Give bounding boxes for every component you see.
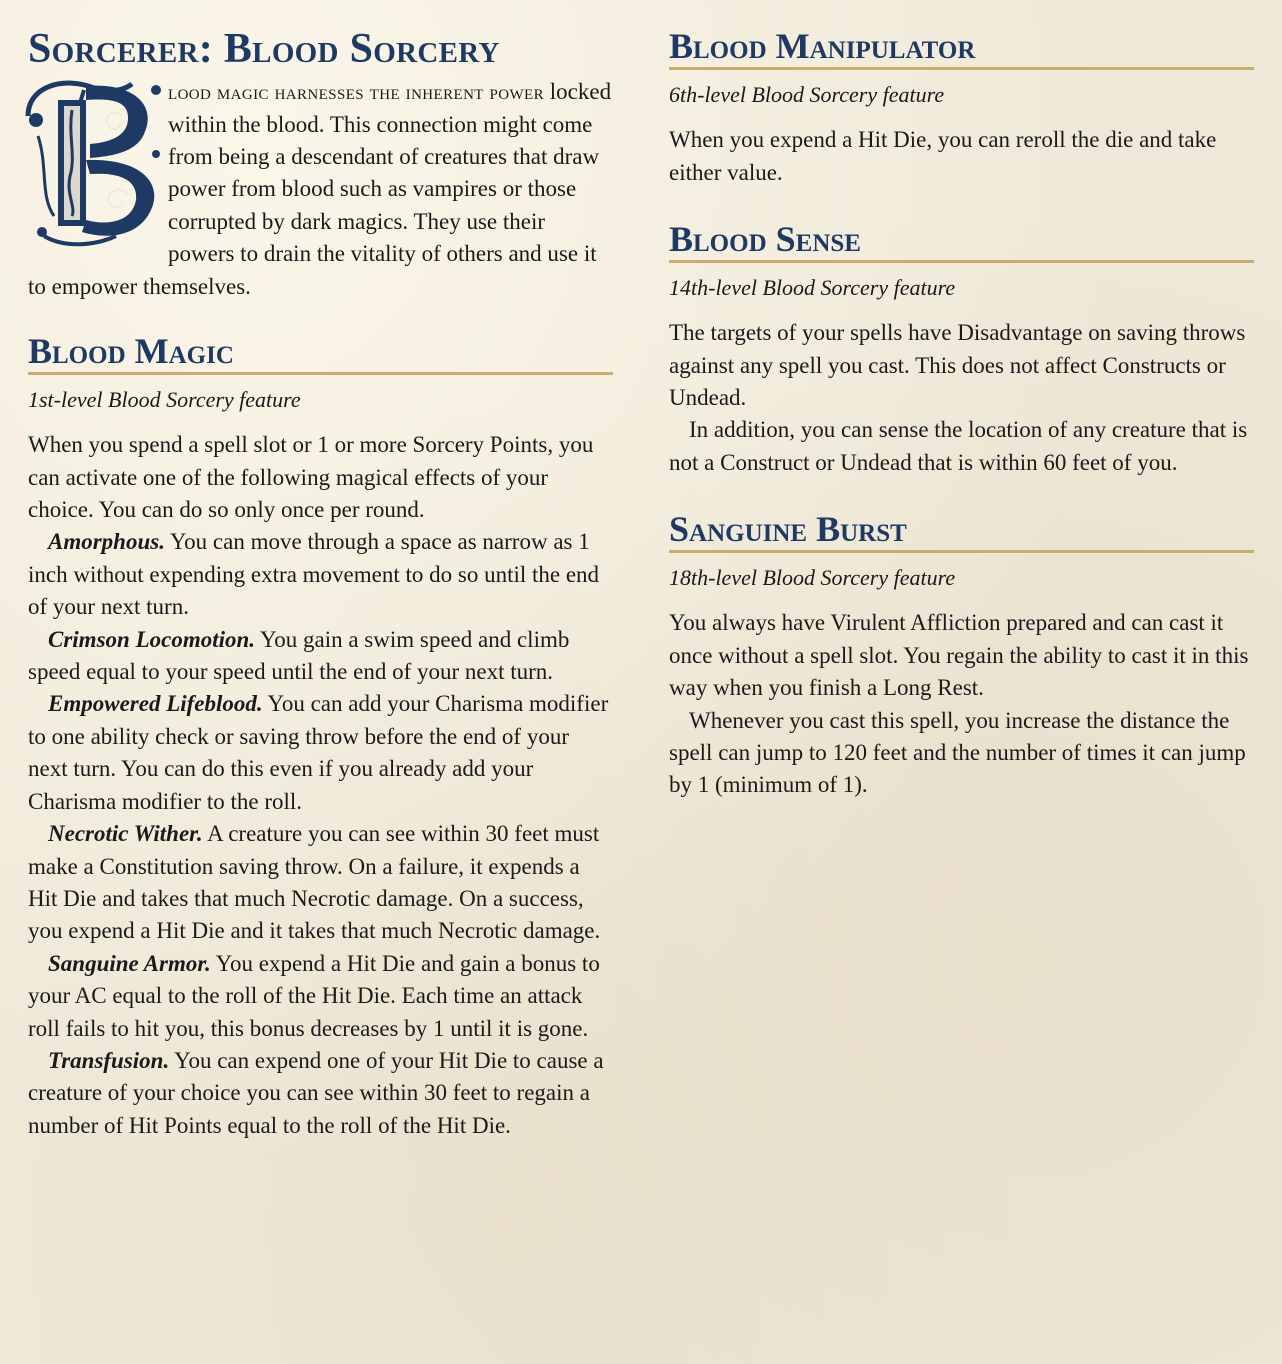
option-empowered-lifeblood (28, 688, 613, 818)
blood-sense-text-1: The targets of your spells have Disadvantage on saving throws against any spell you cast. This does not affect Constructs or Undead. (669, 320, 1246, 410)
section-title-blood-manipulator: Blood Manipulator (669, 28, 1254, 70)
page-title: Sorcerer: Blood Sorcery (28, 26, 500, 72)
right-column (669, 0, 1254, 802)
feature-level-blood-sense: 14th-level Blood Sorcery feature (669, 274, 956, 300)
option-text: You can move through a space as narrow as 1 inch without expending extra movement to do so until the end of your next turn. (28, 529, 600, 620)
section-sanguine-burst (669, 511, 1254, 802)
option-amorphous (28, 526, 613, 623)
option-necrotic-wither (28, 818, 613, 948)
blood-sense-text-2: In addition, you can sense the location of any creature that is not a Construct or Undead that is within 60 feet of you. (669, 417, 1248, 475)
intro-first-line: lood magic harnesses the inherent power (168, 80, 545, 105)
option-name: Transfusion. (48, 1047, 170, 1073)
intro-body: locked within the blood. This connection might come from being a descendant of creatures that draw power from blood such as vampires or those corrupted by dark magics. They use their powers to drain the vitality of others and use it to empower themselves. (28, 79, 612, 299)
option-text: A creature you can see within 30 feet must make a Constitution saving throw. On a failure, it expends a Hit Die and takes that much Necrotic damage. On a success, you expend a Hit Die and it takes that much Necrotic damage. (28, 821, 601, 944)
option-name: Empowered Lifeblood. (48, 691, 263, 717)
option-name: Sanguine Armor. (48, 950, 211, 976)
section-title-blood-sense: Blood Sense (669, 221, 1254, 263)
option-name: Necrotic Wither. (48, 821, 203, 847)
section-blood-sense (669, 221, 1254, 479)
intro-block (28, 76, 613, 303)
section-blood-magic (28, 333, 613, 1142)
option-crimson-locomotion (28, 624, 613, 689)
sanguine-burst-text-1: You always have Virulent Affliction prepared and can cast it once without a spell slot. You regain the ability to cast it in this way when you finish a Long Rest. (669, 610, 1249, 701)
blood-manipulator-text: When you expend a Hit Die, you can reroll the die and take either value. (669, 127, 1217, 185)
section-title-blood-magic: Blood Magic (28, 333, 613, 375)
option-text: You expend a Hit Die and gain a bonus to your AC equal to the roll of the Hit Die. Each time an attack roll fails to hit you, this bonus decreases by 1 until it is gone. (28, 950, 600, 1041)
blood-magic-intro: When you spend a spell slot or 1 or more Sorcery Points, you can activate one of the following magical effects of your choice. You can do so only once per round. (28, 432, 594, 523)
option-name: Crimson Locomotion. (48, 626, 256, 652)
option-text: You can add your Charisma modifier to one ability check or saving throw before the end of your next turn. You can do this even if you already add your Charisma modifier to the roll. (28, 691, 609, 814)
feature-level-blood-manipulator: 6th-level Blood Sorcery feature (669, 81, 945, 107)
dropcap-b-ornament (24, 76, 164, 248)
section-title-sanguine-burst: Sanguine Burst (669, 511, 1254, 553)
option-name: Amorphous. (48, 529, 165, 555)
feature-level-blood-magic: 1st-level Blood Sorcery feature (28, 386, 301, 412)
option-transfusion (28, 1045, 613, 1142)
option-text: You gain a swim speed and climb speed equal to your speed until the end of your next turn. (28, 626, 570, 685)
sanguine-burst-text-2: Whenever you cast this spell, you increase the distance the spell can jump to 120 feet and the number of times it can jump by 1 (minimum of 1). (669, 707, 1246, 798)
option-text: You can expend one of your Hit Die to cause a creature of your choice you can see within 30 feet to regain a number of Hit Points equal to the roll of the Hit Die. (28, 1047, 604, 1138)
left-column (28, 0, 613, 1142)
section-blood-manipulator (669, 28, 1254, 189)
option-sanguine-armor (28, 948, 613, 1045)
feature-level-sanguine-burst: 18th-level Blood Sorcery feature (669, 565, 956, 591)
